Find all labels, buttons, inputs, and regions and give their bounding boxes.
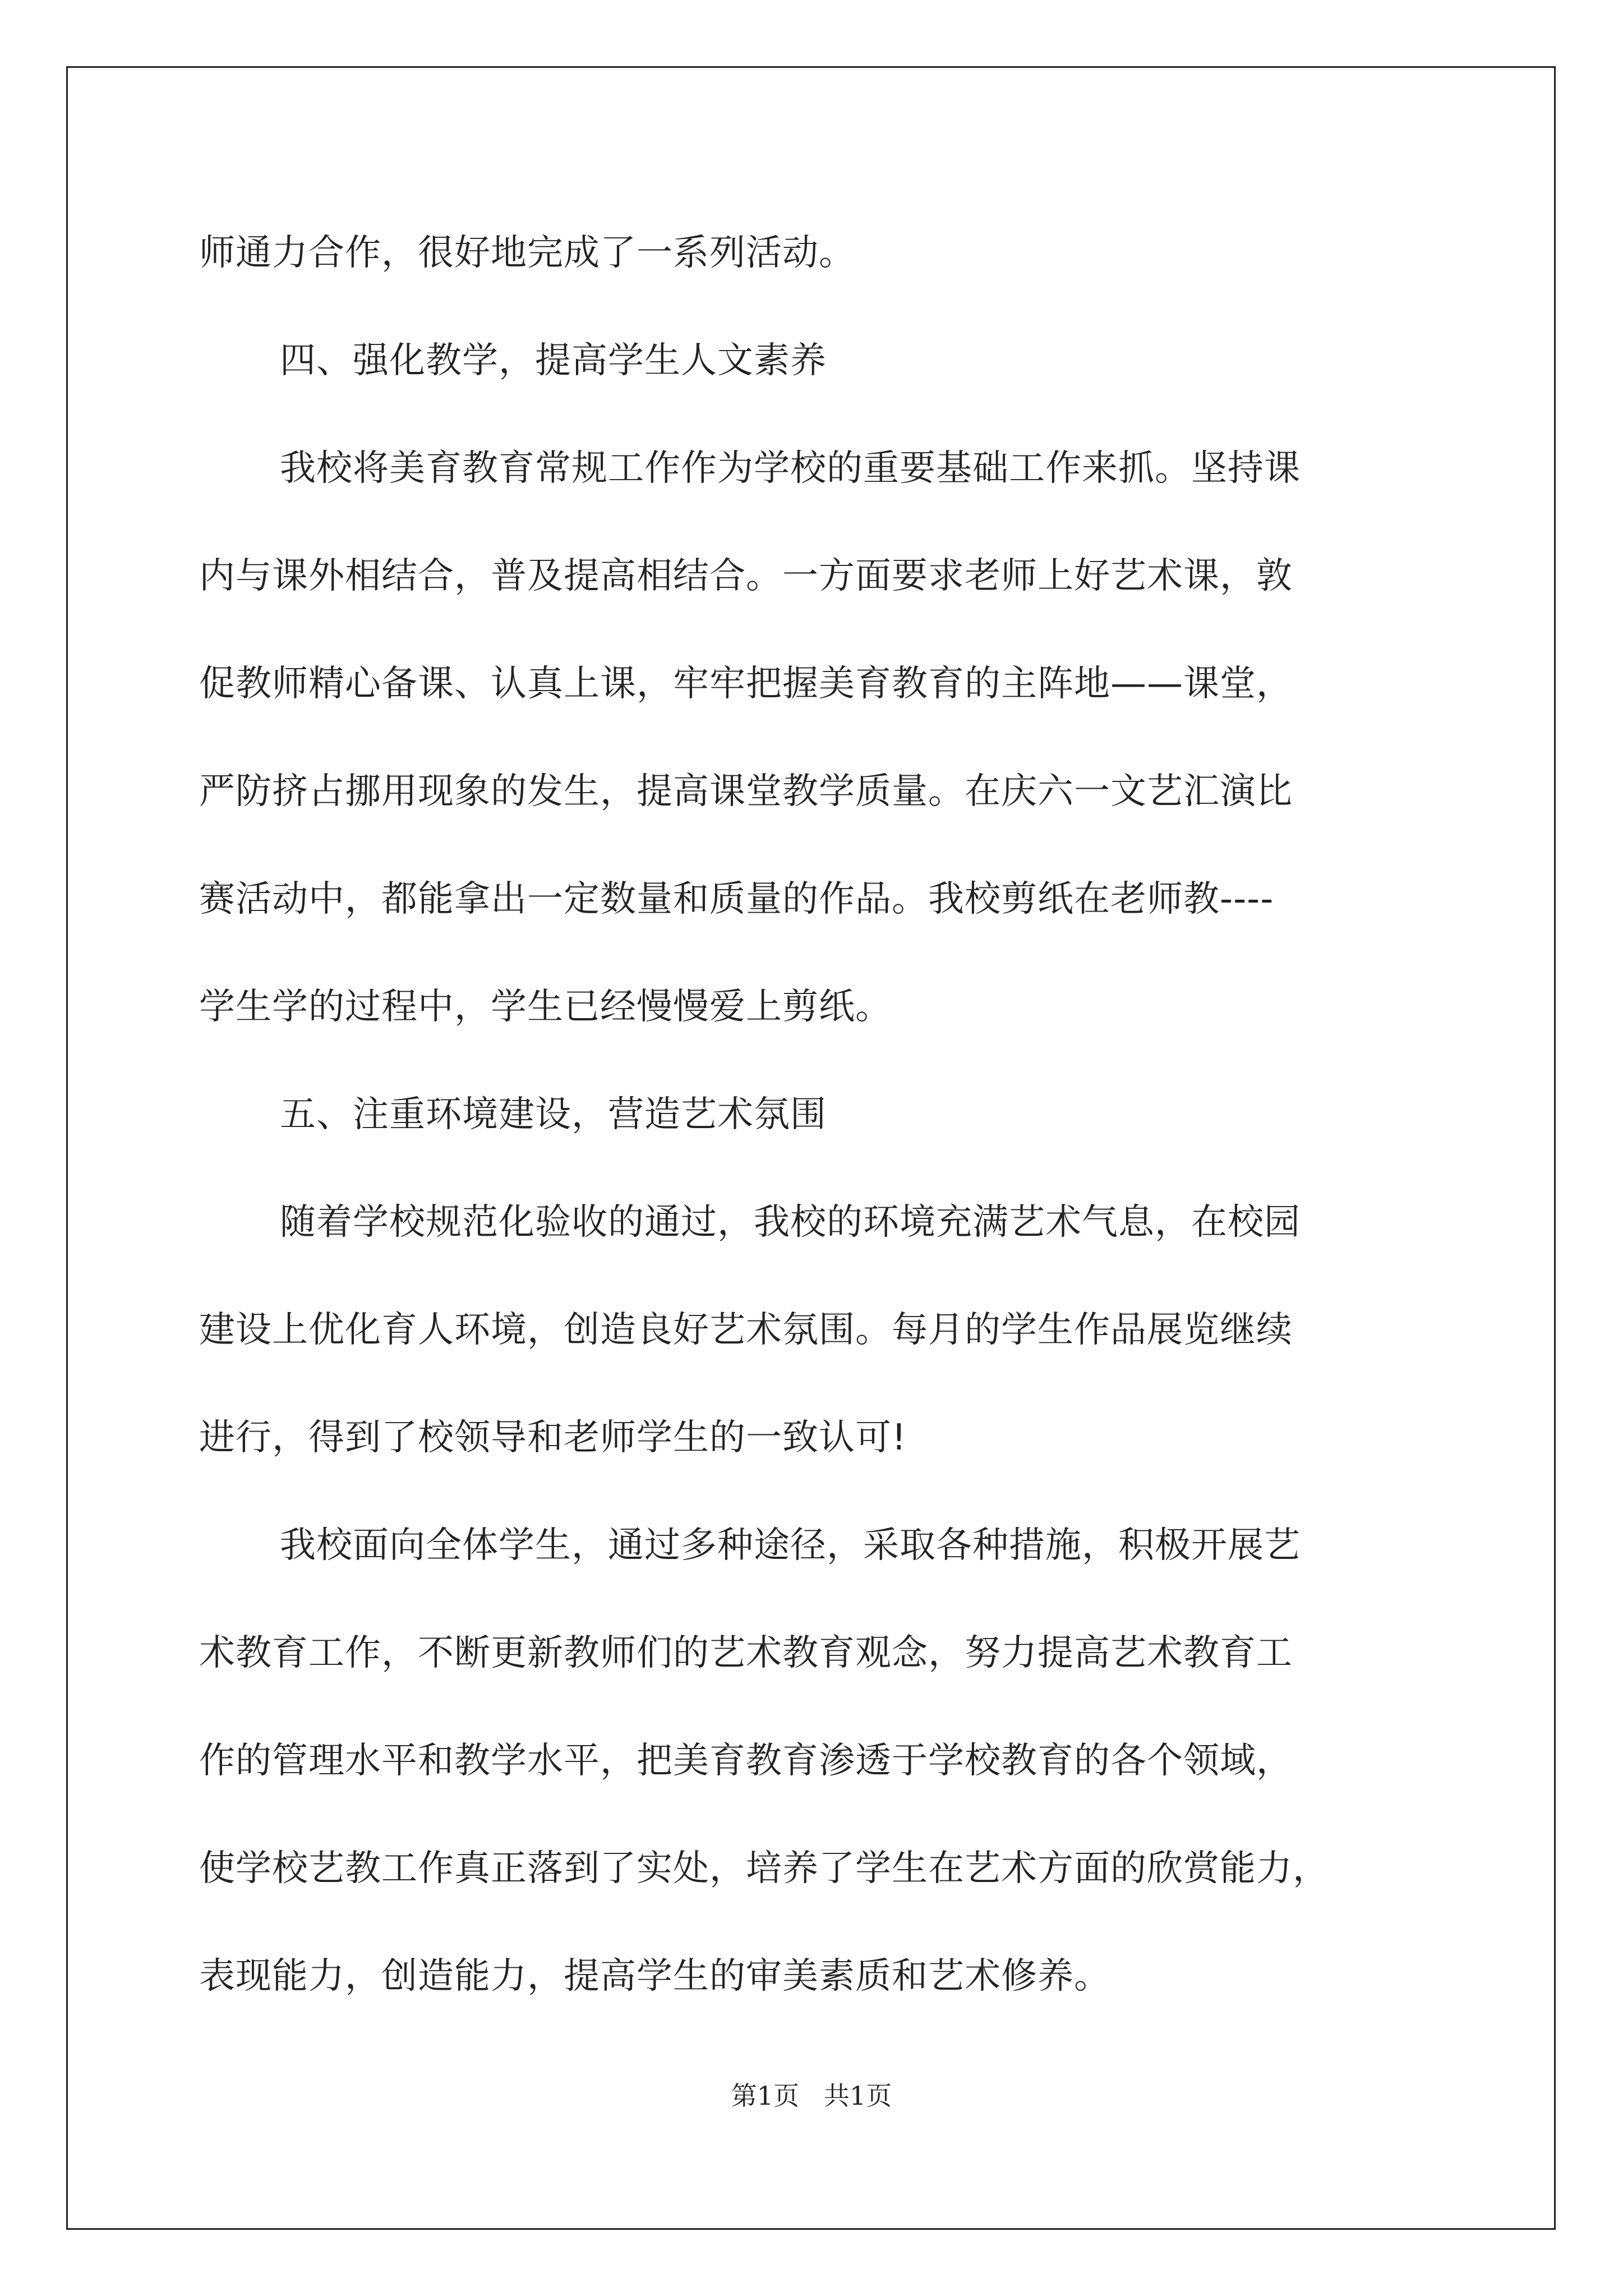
text-line: 建设上优化育人环境，创造良好艺术氛围。每月的学生作品展览继续	[199, 1309, 1293, 1351]
text-line: 我校将美育教育常规工作作为学校的重要基础工作来抓。坚持课	[280, 448, 1301, 489]
text-line: 学生学的过程中，学生已经慢慢爱上剪纸。	[199, 986, 892, 1028]
text-line: 促教师精心备课、认真上课，牢牢把握美育教育的主阵地——课堂，	[199, 663, 1293, 705]
text-line: 术教育工作，不断更新教师们的艺术教育观念，努力提高艺术教育工	[199, 1632, 1293, 1674]
section-heading: 四、强化教学，提高学生人文素养	[280, 340, 827, 381]
text-line: 赛活动中，都能拿出一定数量和质量的作品。我校剪纸在老师教----	[199, 878, 1274, 920]
section-heading: 五、注重环境建设，营造艺术氛围	[280, 1094, 827, 1135]
text-line: 随着学校规范化验收的通过，我校的环境充满艺术气息，在校园	[280, 1202, 1301, 1243]
text-line: 严防挤占挪用现象的发生，提高课堂教学质量。在庆六一文艺汇演比	[199, 771, 1293, 812]
text-line: 表现能力，创造能力，提高学生的审美素质和艺术修养。	[199, 1955, 1110, 1997]
text-line: 使学校艺教工作真正落到了实处，培养了学生在艺术方面的欣赏能力，	[199, 1848, 1329, 1889]
text-line: 我校面向全体学生，通过多种途径，采取各种措施，积极开展艺	[280, 1525, 1301, 1566]
text-line: 师通力合作，很好地完成了一系列活动。	[199, 232, 855, 274]
text-line: 作的管理水平和教学水平，把美育教育渗透于学校教育的各个领域，	[199, 1740, 1293, 1782]
text-line: 内与课外相结合，普及提高相结合。一方面要求老师上好艺术课，敦	[199, 555, 1293, 597]
page-number-footer: 第1页 共1页	[731, 2081, 892, 2111]
text-line: 进行，得到了校领导和老师学生的一致认可!	[199, 1417, 907, 1458]
document-body	[199, 199, 1433, 2030]
